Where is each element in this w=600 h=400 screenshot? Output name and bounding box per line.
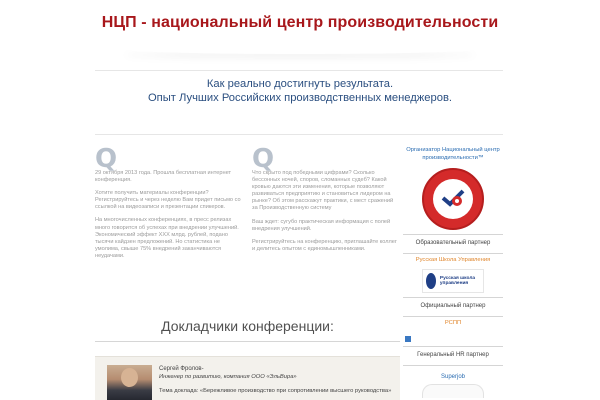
sidebar-divider bbox=[403, 297, 503, 298]
speaker-topic: Тема доклада: «Бережливое производство при сопротивлении высшего руководства» bbox=[159, 388, 392, 394]
rsu-logo-text: Русская школа управления bbox=[439, 275, 476, 286]
ncp-logo[interactable] bbox=[422, 168, 484, 230]
speakers-heading: Докладчики конференции: bbox=[161, 318, 334, 334]
superjob-link[interactable]: Superjob bbox=[440, 374, 466, 380]
quote-icon-right: Q bbox=[252, 144, 275, 174]
left-paragraph: 29 октября 2013 года. Прошла бесплатная интернет конференция. bbox=[95, 170, 232, 184]
speaker-card bbox=[95, 356, 400, 400]
speaker-name: Сергей Фролов- bbox=[159, 366, 204, 372]
speaker-role: Инженер по развитию, компания ООО «ЭльВира» bbox=[159, 374, 297, 380]
checkmark-gear-icon bbox=[441, 189, 465, 207]
speaker-avatar bbox=[121, 368, 138, 387]
tagline-line-2: Опыт Лучших Российских производственных менеджеров. bbox=[147, 92, 453, 104]
right-paragraph: Что скрыто под победными цифрами? Сколько бессонных ночей, споров, сломанных судеб? Какой кровью даются эти изменения, которые позволяют развиваться предприятию и становиться лидером на рынке? Об этом расскажут практики, с мест сражений за Производственную систему bbox=[252, 170, 394, 212]
left-paragraph: На многочисленных конференциях, в пресс релизах много говорится об успехах при внедрении улучшений. Экономический эффект XXX млрд. рублей, подано тысячи кайдзен предложений. Но статистика не умолима, свыше 75% внедрений заканчиваются неудачами. bbox=[95, 217, 239, 259]
rsu-logo[interactable] bbox=[422, 269, 484, 293]
title-shadow-divider bbox=[120, 44, 480, 54]
rspp-link[interactable]: РСПП bbox=[444, 320, 462, 326]
right-paragraph: Регистрируйтесь на конференцию, приглашайте коллег и делитесь опытом с единомышленниками. bbox=[252, 238, 397, 252]
speakers-divider bbox=[95, 341, 400, 342]
sidebar-divider bbox=[403, 234, 503, 235]
top-divider bbox=[95, 70, 503, 71]
sidebar-divider bbox=[403, 346, 503, 347]
rsu-link[interactable]: Русская Школа Управления bbox=[415, 257, 491, 263]
right-paragraph: Ваш ждет: сугубо практическая информация с полей внедрения улучшений. bbox=[252, 218, 391, 232]
sidebar-divider bbox=[403, 365, 503, 366]
hr-partner-label: Генеральный HR партнер bbox=[417, 352, 489, 358]
ncp-logo-center bbox=[433, 179, 473, 219]
quote-icon-left: Q bbox=[95, 144, 118, 174]
left-text-column bbox=[95, 170, 245, 266]
tagline-line-1: Как реально достигнуть результата. bbox=[206, 78, 394, 90]
content-divider bbox=[95, 134, 503, 135]
official-partner-label: Официальный партнер bbox=[420, 303, 486, 309]
site-title[interactable]: НЦП - национальный центр производительности bbox=[101, 14, 499, 31]
superjob-logo[interactable] bbox=[422, 384, 484, 398]
broken-image-icon[interactable] bbox=[405, 336, 411, 342]
education-partner-label: Образовательный партнер bbox=[415, 240, 491, 246]
speaker-photo bbox=[107, 365, 152, 400]
right-text-column bbox=[252, 170, 398, 259]
left-paragraph: Хотите получить материалы конференции? Регистрируйтесь и через неделю Вам придет письмо со ссылкой на видеозаписи и презентации спикеров. bbox=[95, 190, 241, 211]
rsu-emblem-icon bbox=[426, 273, 436, 289]
sidebar-divider bbox=[403, 316, 503, 317]
organizer-link[interactable]: Организатор Национальный центр производительности™ bbox=[406, 147, 500, 161]
partners-sidebar bbox=[403, 140, 503, 398]
sidebar-divider bbox=[403, 253, 503, 254]
